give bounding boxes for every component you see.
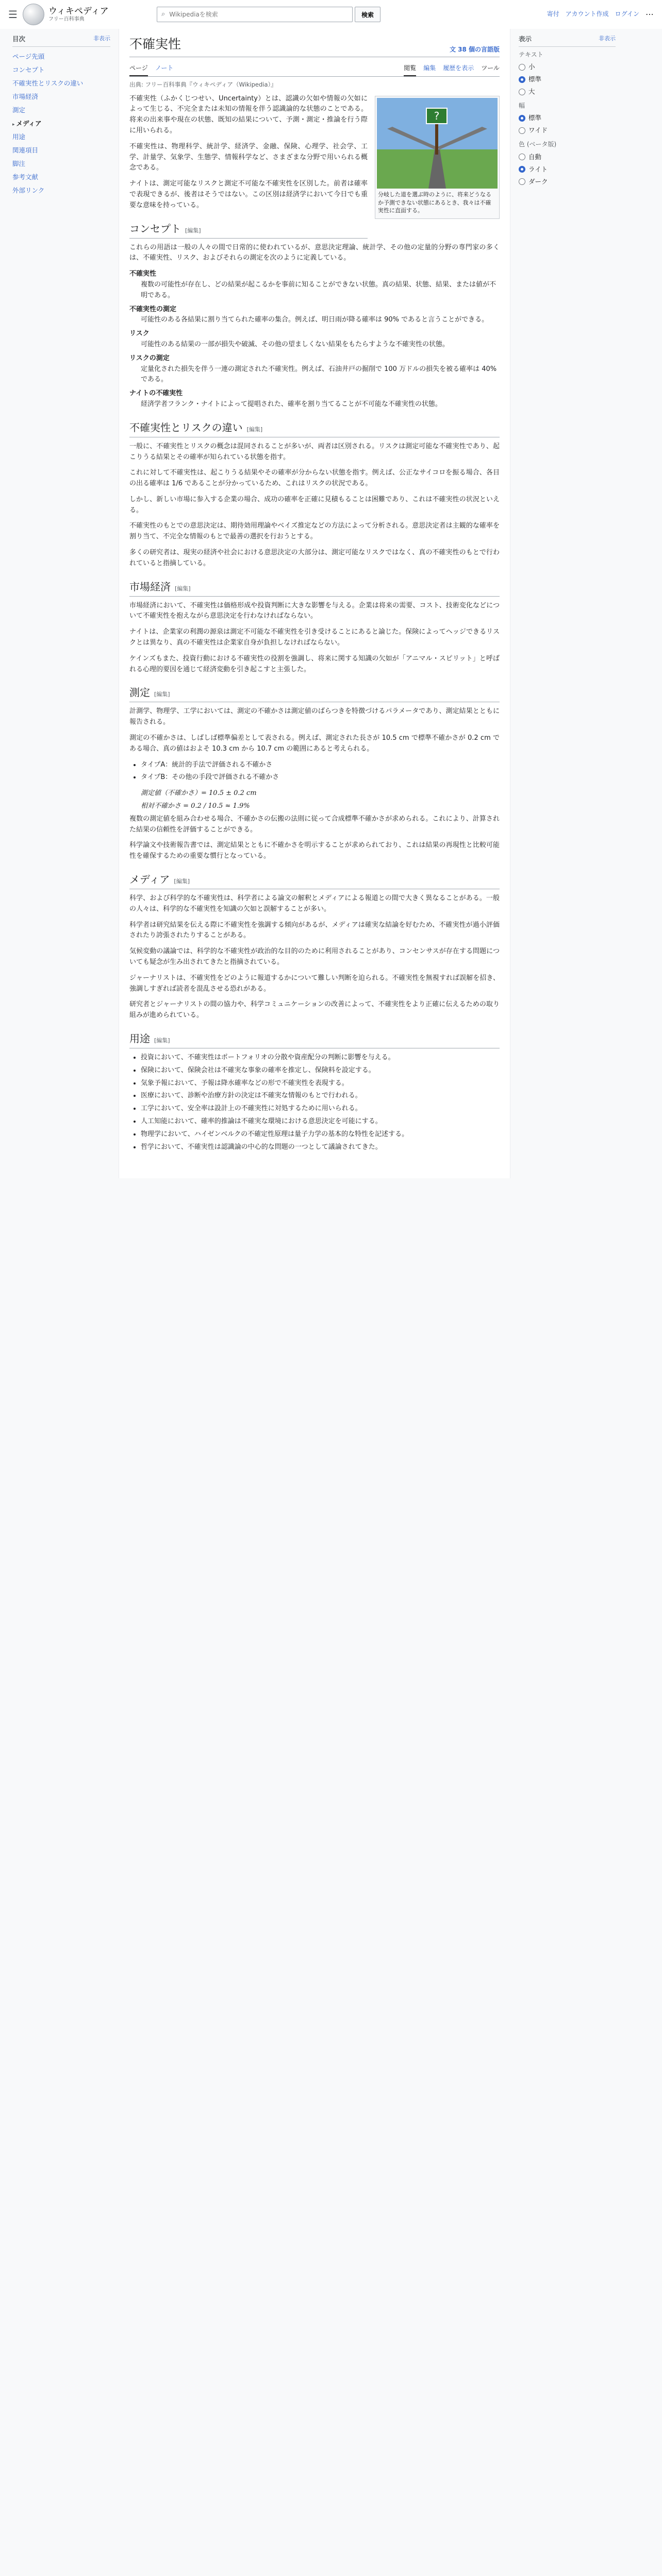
section-paragraph: 多くの研究者は、現実の経済や社会における意思決定の大部分は、測定可能なリスクではなく、真の不確実性のもとで行われていると指摘している。 [129, 549, 500, 567]
article-content [119, 29, 510, 1178]
text-size-label: テキスト [519, 51, 543, 58]
section-paragraph: しかし、新しい市場に参入する企業の場合、成功の確率を正確に見積もることは困難であり、これは不確実性の状況といえる。 [129, 495, 500, 514]
list-item: • 気象予報において、予報は降水確率などの形で不確実性を表現する。 [141, 1078, 500, 1089]
toc-item-top [12, 50, 110, 63]
section-edit-link[interactable]: [編集] [246, 426, 263, 433]
term-description: 複数の可能性が存在し、どの結果が起こるかを事前に知ることができない状態。真の結果、状態、結果、または値が不明である。 [141, 280, 496, 299]
section-paragraph: 計測学、物理学、工学においては、測定の不確かさは測定値のばらつきを特徴づけるパラメータであり、測定結果とともに報告される。 [129, 707, 500, 726]
radio-icon [519, 127, 525, 134]
term-description: 経済学者フランク・ナイトによって提唱された、確率を割り当てることが不可能な不確実性の状態。 [141, 400, 442, 408]
section-paragraph: これに対して不確実性は、起こりうる結果やその確率が分からない状態を指す。例えば、公正なサイコロを振る場合、各目の出る確率は 1/6 であることが分かっているため、これはリスクの状況である。 [129, 469, 500, 488]
toc-sidebar [0, 29, 119, 1178]
appearance-heading: 表示 [519, 35, 532, 43]
list-item: • タイプA：統計的手法で評価される不確かさ [141, 760, 500, 771]
toc-link[interactable]: 脚注 [12, 160, 26, 167]
section-paragraph: 不確実性のもとでの意思決定は、期待効用理論やベイズ推定などの方法によって分析される。意思決定者は主観的な確率を割り当て、不完全な情報のもとで最善の選択を行おうとする。 [129, 522, 500, 541]
create-account-link[interactable]: アカウント作成 [565, 10, 609, 18]
login-link[interactable]: ログイン [615, 10, 639, 18]
section-paragraph: ナイトは、企業家の利潤の源泉は測定不可能な不確実性を引き受けることにあると論じた。保険によってヘッジできるリスクとは異なり、真の不確実性は企業家自身が負担しなければならない。 [129, 628, 500, 647]
width-option[interactable] [519, 112, 616, 124]
more-options-icon[interactable]: ⋯ [646, 9, 654, 20]
toc-link[interactable]: ページ先頭 [12, 53, 45, 60]
section-paragraph: 科学者は研究結果を伝える際に不確実性を強調する傾向があるが、メディアは確実な結論を好むため、不確実性が過小評価されたり誇張されたりすることがある。 [129, 921, 500, 940]
language-button[interactable] [450, 45, 500, 55]
radio-selected-icon [519, 166, 525, 173]
section-paragraph: 科学、および科学的な不確実性は、科学者による論文の解釈とメディアによる報道との間で大きく異なることがある。一般の人々は、科学的な不確実性を知識の欠如と誤解することが多い。 [129, 894, 500, 913]
svg-text:?: ? [434, 109, 440, 122]
toc-link[interactable]: 不確実性とリスクの違い [12, 79, 84, 87]
term-description: 可能性のある結果の一部が損失や破滅、その他の望ましくない結果をもたらすような不確実性の状態。 [141, 340, 450, 348]
section-paragraph: ケインズもまた、投資行動における不確実性の役割を強調し、将来に関する知識の欠如が「アニマル・スピリット」と呼ばれる心理的要因を通じて経済変動を引き起こすと主張した。 [129, 654, 500, 673]
search-area [157, 7, 380, 22]
intro-paragraph: 不確実性（ふかくじつせい、Uncertainty）とは、認識の欠如や情報の欠如によって生じる、不完全または未知の情報を伴う認識論的な状態のことである。将来の出来事や現在の状態、既知の結果について、予測・測定・推論を行う際に用いられる。 [129, 94, 368, 134]
definition-list [129, 269, 500, 410]
list-item: • 工学において、安全率は設計上の不確実性に対処するために用いられる。 [141, 1104, 500, 1114]
section-paragraph: 市場経済において、不確実性は価格形成や投資判断に大きな影響を与える。企業は将来の需要、コスト、技術変化などについて不確実性を抱えながら意思決定を行わなければならない。 [129, 601, 500, 620]
section-heading [129, 221, 368, 239]
toc-hide-button[interactable]: 非表示 [93, 35, 110, 42]
section-edit-link[interactable]: [編集] [154, 1037, 170, 1044]
option-label: 小 [528, 63, 535, 71]
tab-history[interactable]: 履歴を表示 [443, 64, 474, 72]
section-edit-link[interactable]: [編集] [174, 878, 190, 885]
list-item: • 哲学において、不確実性は認識論の中心的な問題の一つとして議論されてきた。 [141, 1142, 500, 1153]
text-size-option[interactable] [519, 61, 616, 73]
radio-icon [519, 154, 525, 160]
section-edit-link[interactable]: [編集] [185, 227, 201, 234]
list-item: • 医療において、診断や治療方針の決定は不確実な情報のもとで行われる。 [141, 1091, 500, 1101]
list-item: • 投資において、不確実性はポートフォリオの分散や資産配分の判断に影響を与える。 [141, 1053, 500, 1063]
toc-link[interactable]: 測定 [12, 106, 26, 114]
user-links [547, 8, 654, 21]
bullet-list [129, 1053, 500, 1153]
list-item: • 人工知能において、確率的推論は不確実な環境における意思決定を可能にする。 [141, 1116, 500, 1127]
bullet-list [129, 760, 500, 784]
language-icon: 文 [450, 45, 456, 53]
section-title: 用途 [129, 1032, 150, 1045]
option-label: 標準 [528, 114, 542, 122]
top-bar [0, 0, 662, 29]
section-title: コンセプト [129, 222, 181, 235]
toc-link[interactable]: 用途 [12, 133, 26, 141]
section-heading [129, 684, 500, 702]
toc-link-active[interactable]: メディア [16, 120, 42, 127]
page-tabs [129, 61, 500, 77]
color-option[interactable] [519, 176, 616, 188]
appearance-hide-button[interactable]: 非表示 [599, 35, 616, 42]
figure-caption: 分岐した道を選ぶ時のように、将来どうなるか予測できない状態にあるとき、我々は不確実性に直面する。 [378, 191, 491, 214]
site-logo[interactable] [23, 4, 152, 25]
source-line: 出典: フリー百科事典『ウィキペディア（Wikipedia）』 [129, 81, 277, 89]
road-fork-image[interactable] [377, 98, 498, 189]
radio-selected-icon [519, 76, 525, 83]
site-title: ウィキペディア [48, 6, 109, 16]
section-paragraph: 複数の測定値を組み合わせる場合、不確かさの伝搬の法則に従って合成標準不確かさが求められる。これにより、計算された結果の信頼性を評価することができる。 [129, 815, 500, 834]
color-option[interactable] [519, 163, 616, 176]
math-formula: 相対不確かさ = 0.2 / 10.5 ≈ 1.9% [141, 802, 250, 810]
search-icon: ⌕ [161, 10, 166, 18]
radio-icon [519, 64, 525, 71]
term-description: 定量化された損失を伴う一連の測定された不確実性。例えば、石油井戸の掘削で 100 万ドルの損失を被る確率は 40% である。 [141, 365, 497, 384]
tab-page[interactable]: ページ [129, 61, 148, 76]
option-label: 自動 [528, 152, 542, 161]
tab-tools[interactable]: ツール [481, 64, 500, 72]
color-option[interactable] [519, 151, 616, 163]
hamburger-menu-icon[interactable]: ☰ [8, 8, 18, 21]
section-paragraph: これらの用語は一般の人々の間で日常的に使われているが、意思決定理論、統計学、その他の定量的分野の専門家の多くは、不確実性、リスク、およびそれらの測定を次のように定義している。 [129, 243, 500, 262]
tab-talk[interactable]: ノート [155, 64, 174, 72]
list-item: • タイプB：その他の手段で評価される不確かさ [141, 772, 500, 783]
section-paragraph: 研究者とジャーナリストの間の協力や、科学コミュニケーションの改善によって、不確実性をより正確に伝えるための取り組みが進められている。 [129, 1001, 500, 1020]
width-label: 幅 [519, 102, 525, 110]
radio-selected-icon [519, 115, 525, 122]
language-count: 38 個の言語版 [458, 45, 500, 53]
radio-icon [519, 178, 525, 185]
option-label: 大 [528, 88, 535, 96]
intro-paragraph: ナイトは、測定可能なリスクと測定不可能な不確実性を区別した。前者は確率で表現できるが、後者はそうではない。この区別は経済学において今日でも重要な意味を持っている。 [129, 180, 368, 209]
term-description: 可能性のある各結果に割り当てられた確率の集合。例えば、明日雨が降る確率は 90% であると言うことができる。 [141, 316, 489, 324]
term: リスク [129, 330, 150, 338]
site-tagline: フリー百科事典 [48, 16, 85, 23]
toc-heading: 目次 [12, 35, 26, 43]
section-paragraph: 科学論文や技術報告書では、測定結果とともに不確かさを明示することが求められており、これは結果の再現性と比較可能性を確保するための重要な慣行となっている。 [129, 841, 500, 860]
width-option[interactable] [519, 124, 616, 137]
page-layout [0, 29, 662, 1178]
text-size-option[interactable] [519, 86, 616, 98]
globe-logo-icon [23, 4, 44, 25]
page-title: 不確実性 [129, 37, 181, 52]
donate-link[interactable]: 寄付 [547, 10, 559, 18]
section-paragraph: 一般に、不確実性とリスクの概念は混同されることが多いが、両者は区別される。リスクは測定可能な不確実性であり、起こりうる結果とその確率が知られている状態を指す。 [129, 442, 500, 461]
section-paragraph: 測定の不確かさは、しばしば標準偏差として表される。例えば、測定された長さが 10.5 cm で標準不確かさが 0.2 cm である場合、真の値はおよそ 10.3 cm から 10.7 cm の範囲にあると考えられる。 [129, 734, 500, 753]
radio-icon [519, 89, 525, 95]
term: 不確実性の測定 [129, 305, 177, 313]
section-title: 不確実性とリスクの違い [129, 421, 243, 434]
toc-toggle-icon[interactable]: ▸ [12, 122, 15, 127]
term: 不確実性 [129, 270, 157, 278]
search-box [157, 7, 353, 22]
toc-link[interactable]: コンセプト [12, 66, 45, 74]
math-formula: 測定値（不確かさ）= 10.5 ± 0.2 cm [141, 789, 257, 798]
section-edit-link[interactable]: [編集] [154, 691, 170, 698]
section-title: 市場経済 [129, 580, 171, 593]
section-heading [129, 1030, 500, 1048]
toc-link[interactable]: 関連項目 [12, 146, 39, 154]
section-heading [129, 419, 500, 437]
section-edit-link[interactable]: [編集] [175, 585, 191, 592]
term: リスクの測定 [129, 354, 170, 362]
search-button[interactable]: 検索 [355, 7, 380, 22]
option-label: 標準 [528, 75, 542, 83]
option-label: ライト [528, 165, 548, 173]
toc-link[interactable]: 市場経済 [12, 93, 39, 100]
option-label: ダーク [528, 177, 548, 185]
appearance-panel [510, 29, 624, 1178]
text-size-option[interactable] [519, 73, 616, 86]
term: ナイトの不確実性 [129, 389, 183, 398]
section-heading [129, 579, 500, 597]
toc-link[interactable]: 外部リンク [12, 187, 45, 194]
lead-figure [375, 96, 500, 219]
section-paragraph: ジャーナリストは、不確実性をどのように報道するかについて難しい判断を迫られる。不確実性を無視すれば誤解を招き、強調しすぎれば読者を混乱させる恐れがある。 [129, 974, 500, 993]
intro-paragraph: 不確実性は、物理科学、統計学、経済学、金融、保険、心理学、社会学、工学、計量学、気象学、生態学、情報科学など、さまざまな分野で用いられる概念である。 [129, 142, 368, 172]
list-item: • 保険において、保険会社は不確実な事象の確率を推定し、保険料を設定する。 [141, 1065, 500, 1076]
section-title: 測定 [129, 686, 150, 699]
section-heading [129, 871, 500, 889]
option-label: ワイド [528, 126, 548, 134]
section-paragraph: 気候変動の議論では、科学的な不確実性が政治的な目的のために利用されることがあり、コンセンサスが存在する問題についても疑念が生み出されてきたと指摘されている。 [129, 947, 500, 966]
section-title: メディア [129, 873, 170, 886]
list-item: • 物理学において、ハイゼンベルクの不確定性原理は量子力学の基本的な特性を記述する。 [141, 1129, 500, 1140]
toc-link[interactable]: 参考文献 [12, 173, 39, 181]
color-label: 色 (ベータ版) [519, 141, 557, 148]
tab-read[interactable]: 閲覧 [404, 61, 416, 76]
search-input[interactable] [168, 10, 348, 19]
tab-edit[interactable]: 編集 [423, 64, 436, 72]
